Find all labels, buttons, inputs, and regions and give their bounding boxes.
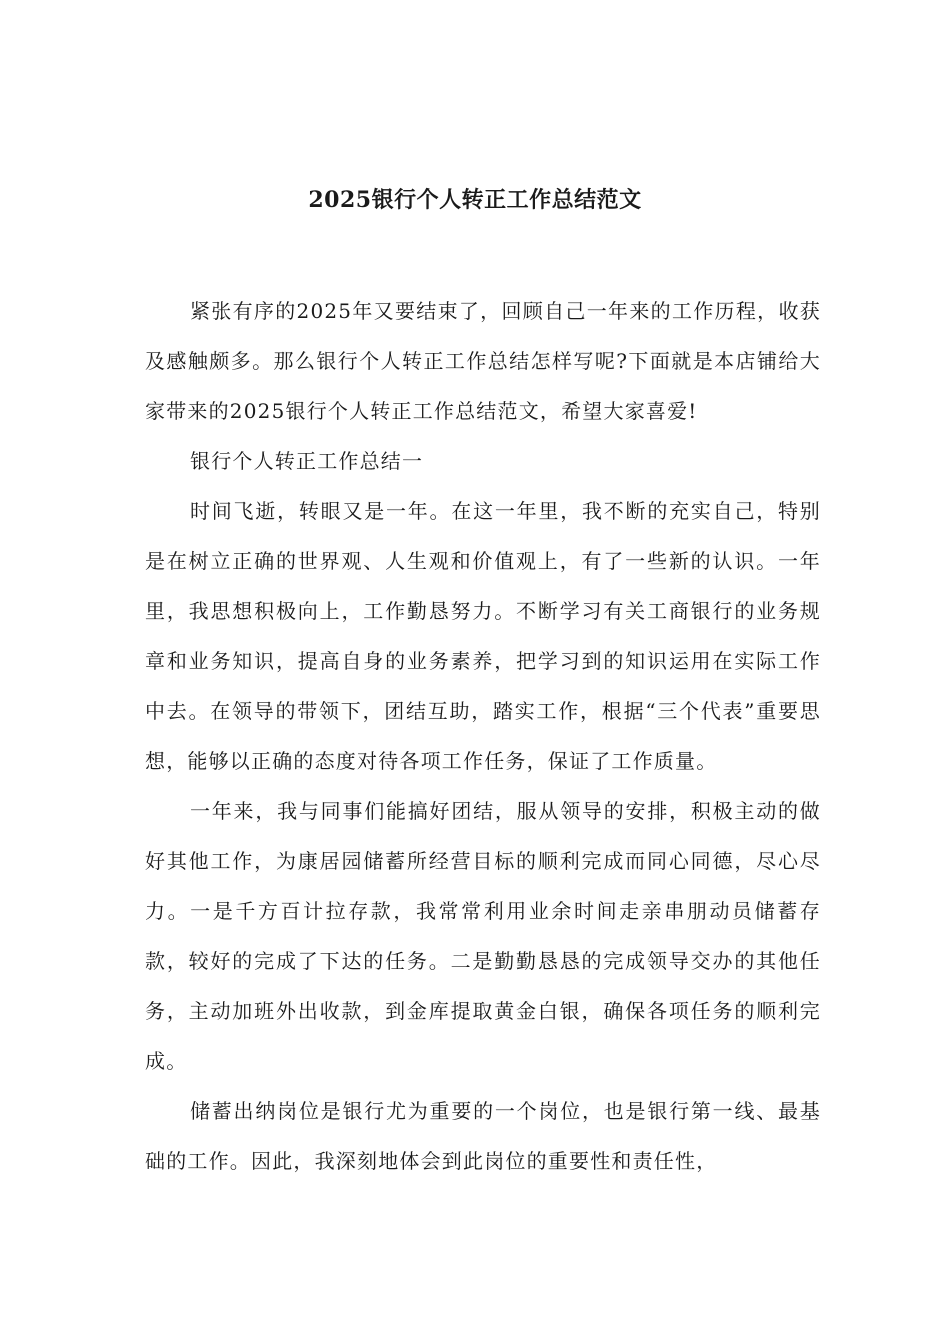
- body-paragraph: 一年来，我与同事们能搞好团结，服从领导的安排，积极主动的做好其他工作，为康居园储蓄所经营目标的顺利完成而同心同德，尽心尽力。一是千方百计拉存款，我常常利用业余时间走亲串朋动员储蓄存款，较好的完成了下达的任务。二是勤勤恳恳的完成领导交办的其他任务，主动加班外出收款，到金库提取黄金白银，确保各项任务的顺利完成。: [145, 799, 821, 1073]
- section-heading: 银行个人转正工作总结一: [190, 449, 424, 473]
- body-paragraph: 储蓄出纳岗位是银行尤为重要的一个岗位，也是银行第一线、最基础的工作。因此，我深刻地体会到此岗位的重要性和责任性，: [145, 1099, 821, 1173]
- body-paragraph: 时间飞逝，转眼又是一年。在这一年里，我不断的充实自己，特别是在树立正确的世界观、人生观和价值观上，有了一些新的认识。一年里，我思想积极向上，工作勤恳努力。不断学习有关工商银行的业务规章和业务知识，提高自身的业务素养，把学习到的知识运用在实际工作中去。在领导的带领下，团结互助，踏实工作，根据“三个代表”重要思想，能够以正确的态度对待各项工作任务，保证了工作质量。: [145, 499, 821, 773]
- document-title: 2025银行个人转正工作总结范文: [308, 187, 642, 213]
- document-body: [145, 286, 821, 1186]
- intro-paragraph: 紧张有序的2025年又要结束了，回顾自己一年来的工作历程，收获及感触颇多。那么银行个人转正工作总结怎样写呢?下面就是本店铺给大家带来的2025银行个人转正工作总结范文，希望大家喜爱!: [145, 299, 821, 423]
